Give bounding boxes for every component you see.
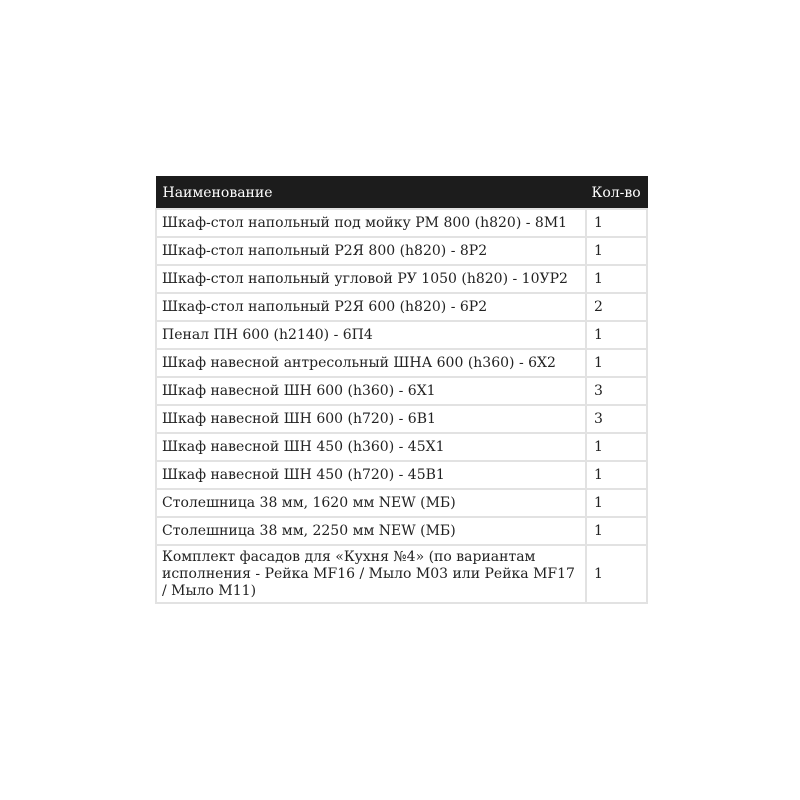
table-body [156,209,647,603]
item-qty-cell: 1 [586,265,647,293]
table-row [156,377,647,405]
table-row [156,489,647,517]
table-row [156,517,647,545]
table-row [156,321,647,349]
item-qty-cell: 1 [586,545,647,603]
table-row [156,433,647,461]
table-row [156,265,647,293]
table-row [156,405,647,433]
table-row [156,237,647,265]
item-qty-cell: 2 [586,293,647,321]
item-qty-cell: 1 [586,209,647,237]
column-header-name: Наименование [156,177,586,210]
item-name-cell: Шкаф навесной ШН 450 (h720) - 45В1 [156,461,586,489]
column-header-qty: Кол-во [586,177,647,210]
table-row [156,461,647,489]
item-name-cell: Шкаф навесной ШН 450 (h360) - 45Х1 [156,433,586,461]
item-qty-cell: 1 [586,517,647,545]
item-name-cell: Пенал ПН 600 (h2140) - 6П4 [156,321,586,349]
table-header [156,177,647,210]
item-qty-cell: 3 [586,405,647,433]
item-name-cell: Шкаф-стол напольный под мойку РМ 800 (h820) - 8M1 [156,209,586,237]
table-row [156,209,647,237]
item-qty-cell: 1 [586,349,647,377]
item-name-cell: Шкаф навесной ШН 600 (h360) - 6Х1 [156,377,586,405]
item-name-cell: Комплект фасадов для «Кухня №4» (по вариантам исполнения - Рейка MF16 / Мыло М03 или Рейка MF17 / Мыло М11) [156,545,586,603]
item-name-cell: Шкаф-стол напольный угловой РУ 1050 (h820) - 10УР2 [156,265,586,293]
item-name-cell: Столешница 38 мм, 2250 мм NEW (МБ) [156,517,586,545]
item-qty-cell: 1 [586,489,647,517]
item-name-cell: Шкаф навесной ШН 600 (h720) - 6В1 [156,405,586,433]
table-row [156,545,647,603]
item-name-cell: Шкаф навесной антресольный ШНА 600 (h360) - 6Х2 [156,349,586,377]
item-qty-cell: 1 [586,461,647,489]
table-header-row [156,177,647,210]
item-name-cell: Шкаф-стол напольный Р2Я 600 (h820) - 6Р2 [156,293,586,321]
item-name-cell: Шкаф-стол напольный Р2Я 800 (h820) - 8Р2 [156,237,586,265]
item-qty-cell: 3 [586,377,647,405]
table-row [156,293,647,321]
specification-table [155,176,648,604]
table-row [156,349,647,377]
item-name-cell: Столешница 38 мм, 1620 мм NEW (МБ) [156,489,586,517]
item-qty-cell: 1 [586,321,647,349]
item-qty-cell: 1 [586,433,647,461]
item-qty-cell: 1 [586,237,647,265]
